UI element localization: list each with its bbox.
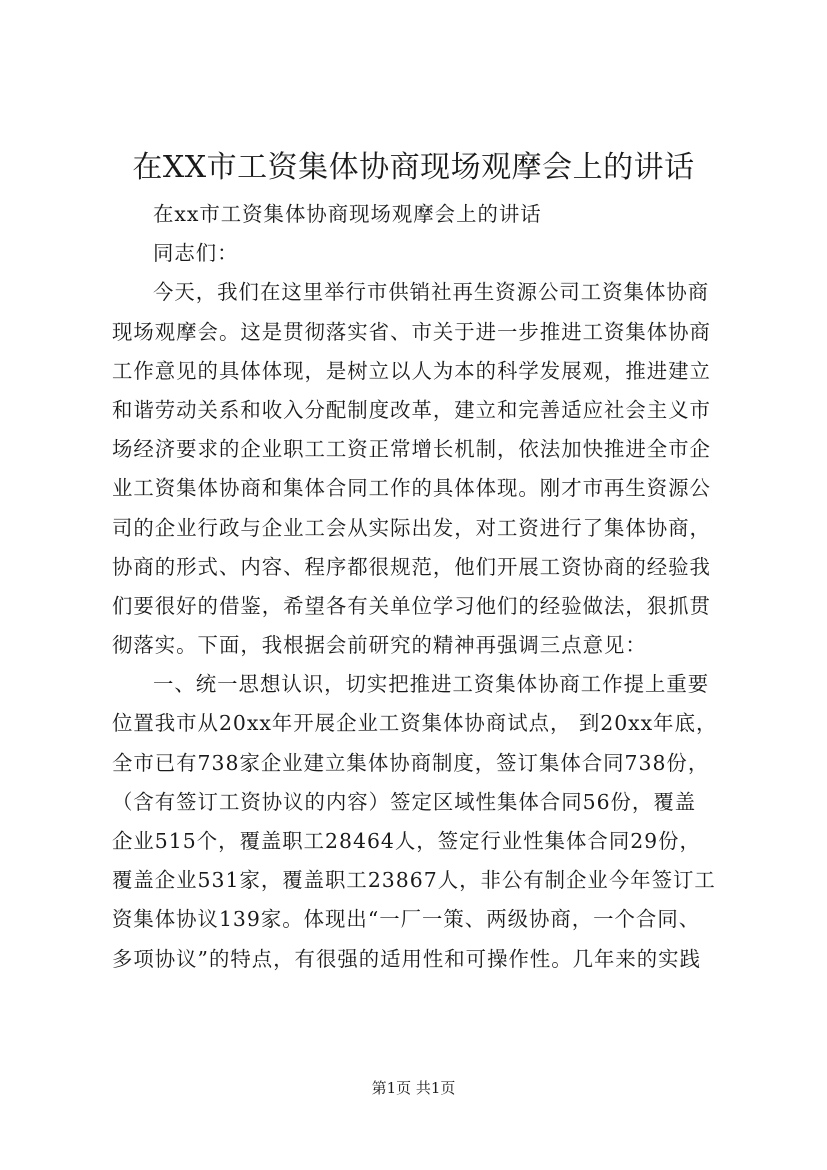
paragraph-line: 彻落实。下面，我根据会前研究的精神再强调三点意见：: [112, 633, 647, 658]
salutation-line: 同志们：: [153, 241, 239, 266]
paragraph-line: 全市已有738家企业建立集体协商制度，签订集体合同738份，: [112, 750, 710, 775]
paragraph-line: 场经济要求的企业职工工资正常增长机制，依法加快推进全市企: [112, 437, 711, 462]
page-number-footer: 第1页 共1页: [371, 1079, 456, 1097]
paragraph-line: （含有签订工资协议的内容）签定区域性集体合同56份，覆盖: [112, 789, 697, 814]
paragraph-line: 一、统一思想认识，切实把推进工资集体协商工作提上重要: [153, 672, 710, 697]
paragraph-line: 位置我市从20xx年开展企业工资集体协商试点， 到20xx年底，: [112, 711, 718, 736]
paragraph-line: 和谐劳动关系和收入分配制度改革，建立和完善适应社会主义市: [112, 397, 711, 422]
paragraph-line: 今天，我们在这里举行市供销社再生资源公司工资集体协商: [153, 280, 710, 305]
paragraph-line: 司的企业行政与企业工会从实际出发，对工资进行了集体协商，: [112, 515, 711, 540]
document-body: [112, 195, 724, 979]
paragraph-line: 业工资集体协商和集体合同工作的具体体现。刚才市再生资源公: [112, 476, 711, 501]
paragraph-line: 资集体协议139家。体现出“一厂一策、两级协商，一个合同、: [112, 907, 701, 932]
paragraph-line: 多项协议”的特点，有很强的适用性和可操作性。几年来的实践: [112, 946, 701, 971]
paragraph-line: 覆盖企业531家，覆盖职工23867人，非公有制企业今年签订工: [112, 868, 716, 893]
document-title: 在XX市工资集体协商现场观摩会上的讲话: [132, 150, 695, 185]
paragraph-line: 协商的形式、内容、程序都很规范，他们开展工资协商的经验我: [112, 554, 711, 579]
paragraph-line: 现场观摩会。这是贯彻落实省、市关于进一步推进工资集体协商: [112, 319, 711, 344]
paragraph-line: 们要很好的借鉴，希望各有关单位学习他们的经验做法，狠抓贯: [112, 593, 711, 618]
paragraph-line: 企业515个，覆盖职工28464人，签定行业性集体合同29份，: [112, 829, 701, 853]
subtitle-line: 在xx市工资集体协商现场观摩会上的讲话: [153, 202, 542, 226]
paragraph-line: 工作意见的具体体现，是树立以人为本的科学发展观，推进建立: [112, 358, 711, 383]
